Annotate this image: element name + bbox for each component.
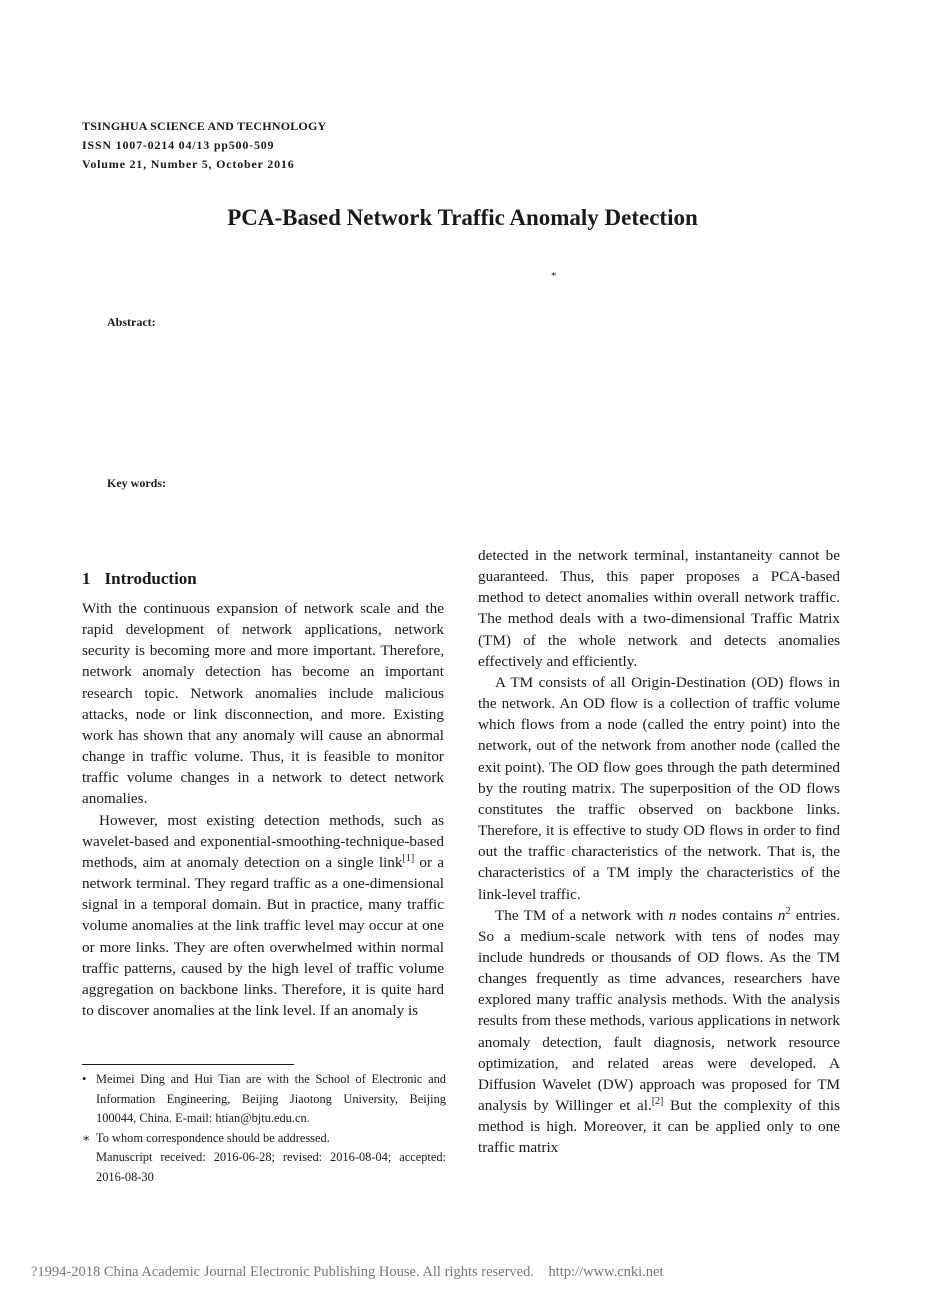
citation-2: [2]	[651, 1096, 664, 1108]
footnote-manuscript: Manuscript received: 2016-06-28; revised: 2016-08-04; accepted: 2016-08-30	[96, 1150, 446, 1184]
right-column	[478, 545, 840, 1159]
copyright-notice: ?1994-2018 China Academic Journal Electronic Publishing House. All rights reserved. http://www.cnki.net	[31, 1264, 664, 1280]
citation-1: [1]	[402, 852, 415, 864]
intro-paragraph-1: With the continuous expansion of network scale and the rapid development of network applications, network security is becoming more and more important. Therefore, network anomaly detection has become an important research topic. Network anomalies include malicious attacks, node or link disconnection, and more. Existing work has shown that any anomaly will cause an abnormal change in traffic volume. Thus, it is feasible to monitor traffic volume changes in a network to detect network anomalies.	[82, 600, 444, 808]
footnote-affiliation: • Meimei Ding and Hui Tian are with the School of Electronic and Information Engineering, Beijing Jiaotong University, Beijing 100044, China. E-mail: htian@bjtu.edu.cn.	[82, 1070, 446, 1129]
author-star: *	[551, 270, 557, 282]
abstract-label: Abstract:	[107, 315, 156, 329]
star-icon: ∗	[82, 1130, 91, 1145]
paper-title: PCA-Based Network Traffic Anomaly Detection	[227, 205, 698, 230]
intro-paragraph-4: A TM consists of all Origin-Destination (OD) flows in the network. An OD flow is a collection of traffic volume which flows from a node (called the entry point) into the network, out of the network from another node (called the exit point). The OD flow goes through the path determined by the routing matrix. The superposition of the OD flows constitutes the traffic observed on backbone links. Therefore, it is effective to study OD flows in order to find out the traffic characteristics of the network. That is, the characteristics of a TM imply the characteristics of the link-level traffic.	[478, 673, 840, 903]
intro-paragraph-3: detected in the network terminal, instantaneity cannot be guaranteed. Thus, this paper proposes a PCA-based method to detect anomalies within overall network traffic. The method deals with a two-dimensional Traffic Matrix (TM) of the whole network and detects anomalies effectively and efficiently.	[478, 547, 840, 670]
journal-issn: ISSN 1007-0214 04/13 pp500-509	[82, 138, 275, 152]
section-heading	[82, 568, 444, 590]
section-title: Introduction	[104, 569, 197, 588]
footnote-rule	[82, 1064, 294, 1065]
keywords-label: Key words:	[107, 476, 166, 490]
left-column	[82, 568, 444, 1021]
footnotes	[82, 1070, 446, 1188]
section-number: 1	[82, 569, 91, 588]
intro-paragraph-2: However, most existing detection methods, such as wavelet-based and exponential-smoothing-technique-based methods, aim at anomaly detection on a single link[1] or a network terminal. They regard traffic as a one-dimensional signal in a temporal domain. But in practice, many traffic volume anomalies at the link traffic level may occur at one or more links. They are often overwhelmed within normal traffic patterns, caused by the high level of traffic volume aggregation on backbone links. Therefore, it is quite hard to discover anomalies at the link level. If an anomaly is	[82, 811, 444, 1019]
intro-paragraph-5: The TM of a network with n nodes contains $n^2$ entries. So a medium-scale network with tens of nodes may include hundreds or thousands of OD flows. As the TM changes frequently as time advances, researchers have explored many traffic analysis methods. With the analysis results from these methods, various applications in network anomaly detection, fault diagnosis, network resource optimization, and related areas were developed. A Diffusion Wavelet (DW) approach was proposed for TM analysis by Willinger et al.[2] But the complexity of this method is high. Moreover, it can be applied only to one traffic matrix	[478, 905, 841, 1157]
footnote-correspondence: ∗ To whom correspondence should be addressed.	[82, 1129, 446, 1149]
journal-volume: Volume 21, Number 5, October 2016	[82, 157, 295, 171]
bullet-icon: •	[82, 1072, 87, 1086]
journal-name: TSINGHUA SCIENCE AND TECHNOLOGY	[82, 119, 327, 133]
